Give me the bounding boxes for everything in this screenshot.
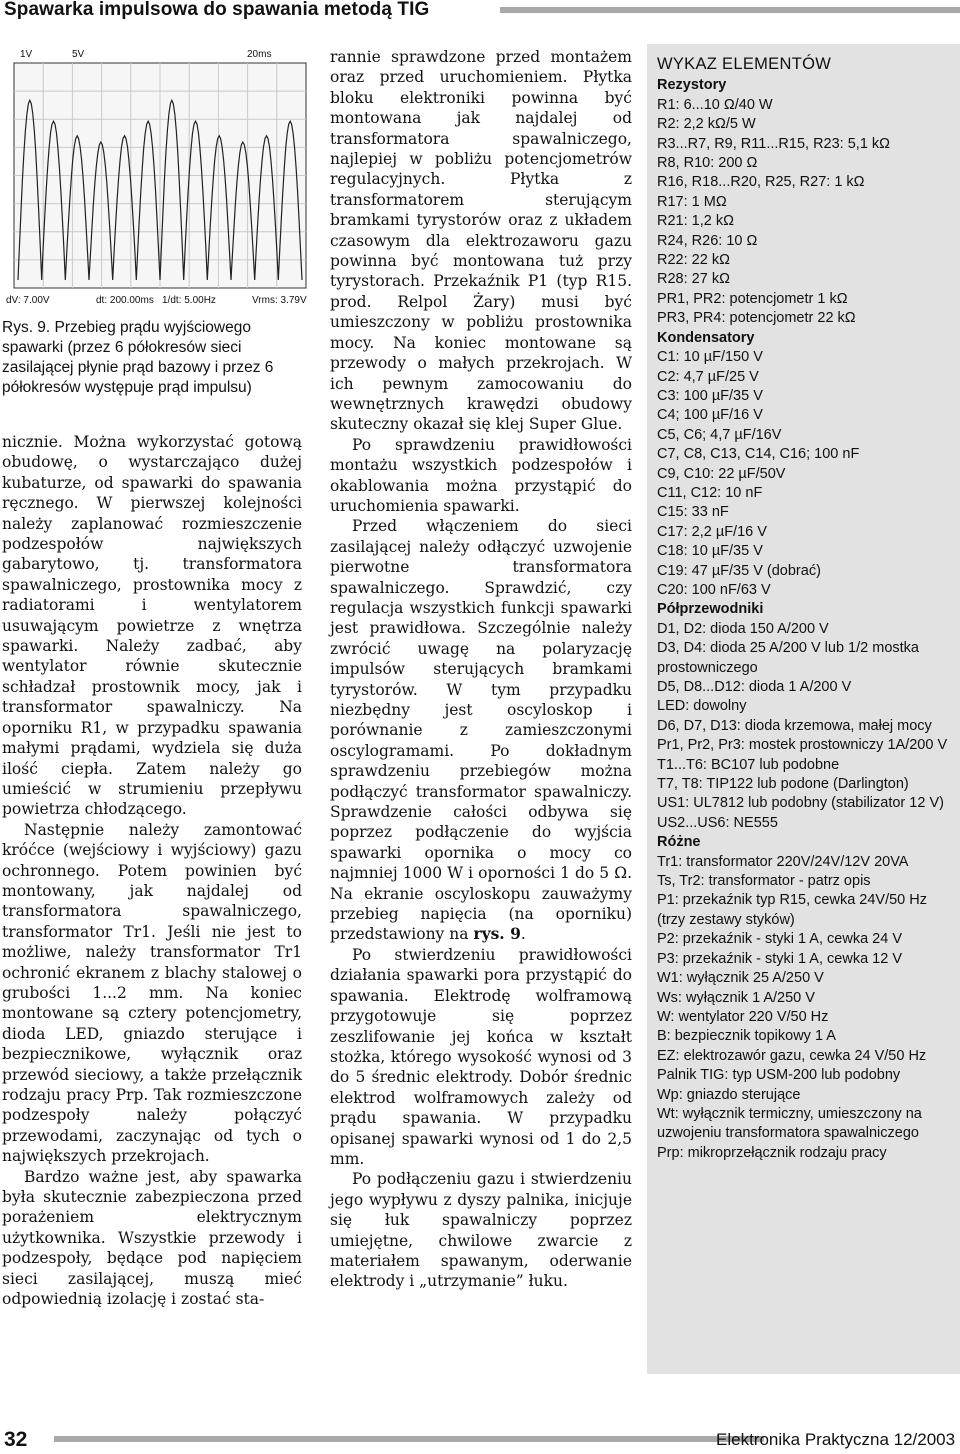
paragraph-text: Przed włączeniem do sieci zasilającej należy odłączyć uzwojenie pierwotne transformatora spawalniczego. Sprawdzić, czy regulacja wszystkich funkcji spawarki jest prawidłowa. Szczególnie należy zwrócić uwagę na polaryzację impulsów sterujących bramkami tyrystorów. W tym przypadku niezbędny jest oscyloskop i porównanie z zamieszczonymi oscylogramami. Po dokładnym sprawdzeniu przebiegów można podłączyć transformator spawalniczy. Sprawdzenie całości odbywa się poprzez podłączenie do wyjścia spawarki opornika o mocy co najmniej 1000 W i oporności 1 do 5 Ω. Na ekranie oscyloskopu zauważymy przebieg napięcia (na oporniku) przedstawiony na [330,517,632,944]
paragraph-end: . [520,925,526,944]
footer-rule [54,1436,764,1442]
parts-item: D5, D8...D12: dioda 1 A/200 V [657,679,852,695]
parts-item: C1: 10 µF/150 V [657,349,763,366]
parts-item: Prp: mikroprzełącznik rodzaju pracy [657,1144,887,1161]
parts-item: D1, D2: dioda 150 A/200 V [657,620,829,637]
paragraph: Po podłączeniu gazu i stwierdzeniu jego wypływu z dyszy palnika, inicjuje się łuk spawalniczy poprzez umiejętne, chwilowe zwarcie z materiałem spawanym, oderwanie elektrody i „utrzymanie” łuku. [330,1170,632,1291]
page-number: 32 [4,1428,28,1451]
parts-item: C3: 100 µF/35 V [657,387,763,404]
parts-item: C2: 4,7 µF/25 V [657,368,759,385]
text-column-middle [330,47,632,1292]
parts-section-heading: Półprzewodniki [657,601,764,618]
parts-list-title: WYKAZ ELEMENTÓW [657,55,832,73]
paragraph: Bardzo ważne jest, aby spawarka była skutecznie zabezpieczona przed porażeniem elektrycznym użytkownika. Wszystkie przewody i podzespoły, będące pod napięciem sieci zasilającej, muszą mieć odpowiednią izolację i zostać sta- [2,1167,302,1309]
parts-item: R1: 6...10 Ω/40 W [657,96,773,113]
parts-item: LED: dowolny [657,698,747,715]
scope-dv-readout: dV: 7.00V [6,295,50,306]
parts-list-sections [657,76,957,1163]
paragraph [330,516,632,945]
paragraph: Następnie należy zamontować króćce (wejściowy i wyjściowy) gazu ochronnego. Potem powinien być montowany, jak najdalej od transformatora spawalniczego, transformator Tr1. Jeśli nie jest to możliwe, należy transformator Tr1 ochronić ekranem z blachy stalowej o grubości 1...2 mm. Na koniec montowane są cztery potencjometry, dioda LED, gniazdo sterujące i bezpiecznikowe, wyłącznik oraz przewód sieciowy, a także przełącznik rodzaju pracy Prp. Tak rozmieszczone podzespoły należy połączyć przewodami, zaczynając od tych o największych przekrojach. [2,820,302,1166]
parts-item: C17: 2,2 µF/16 V [657,523,767,540]
parts-item: P3: przekaźnik - styki 1 A, cewka 12 V [657,950,902,967]
parts-item: B: bezpiecznik topikowy 1 A [657,1028,836,1045]
oscilloscope-figure [4,43,316,308]
parts-item: R8, R10: 200 Ω [657,155,758,172]
parts-list [657,55,957,1163]
text-column-left [2,432,302,1309]
parts-item: R21: 1,2 kΩ [657,213,734,230]
parts-item: Ws: wyłącznik 1 A/250 V [657,989,815,1006]
paragraph: Po sprawdzeniu prawidłowości montażu wszystkich podzespołów i okablowania można przystąpić do uruchomienia spawarki. [330,435,632,515]
parts-item: C15: 33 nF [657,504,729,521]
paragraph: Po stwierdzeniu prawidłowości działania spawarki pora przystąpić do spawania. Elektrodę wolframową przygotowuje się poprzez zeszlifowanie jej końca w kształt stożka, którego wysokość wynosi od 3 do 5 średnic elektrody. Dobór średnic elektrod wolframowych zależy od prądu spawania. W przypadku opisanej spawarki wynosi od 1 do 2,5 mm. [330,945,632,1168]
parts-item: W: wentylator 220 V/50 Hz [657,1008,829,1025]
parts-item: C4; 100 µF/16 V [657,407,763,424]
parts-item: Palnik TIG: typ USM-200 lub podobny [657,1067,901,1084]
parts-item: T1...T6: BC107 lub podobne [657,756,840,773]
magazine-issue: Elektronika Praktyczna 12/2003 [716,1430,956,1449]
parts-item: C19: 47 µF/35 V (dobrać) [657,562,821,579]
parts-item: C5, C6; 4,7 µF/16V [657,426,782,443]
parts-item: D6, D7, D13: dioda krzemowa, małej mocy [657,717,932,734]
figure-reference: rys. 9 [473,924,521,944]
parts-item: C9, C10: 22 µF/50V [657,465,786,482]
parts-item: EZ: elektrozawór gazu, cewka 24 V/50 Hz [657,1047,927,1064]
parts-item: Wp: gniazdo sterujące [657,1086,801,1103]
parts-item: Pr1, Pr2, Pr3: mostek prostowniczy 1A/200 V [657,737,948,754]
parts-item: P1: przekaźnik typ R15, cewka 24V/50 Hz (trzy zestawy styków) [657,892,927,928]
parts-item: C7, C8, C13, C14, C16; 100 nF [657,446,860,463]
parts-section-heading: Rezystory [657,77,727,94]
parts-item: R2: 2,2 kΩ/5 W [657,116,756,133]
parts-item: R24, R26: 10 Ω [657,232,758,249]
scope-freq-readout: 1/dt: 5.00Hz [162,295,216,306]
parts-item: R16, R18...R20, R25, R27: 1 kΩ [657,174,865,191]
parts-item: US1: UL7812 lub podobny (stabilizator 12 V) [657,795,944,812]
parts-item: R17: 1 MΩ [657,193,727,210]
parts-item: C18: 10 µF/35 V [657,543,763,560]
scope-dt-readout: dt: 200.00ms [96,295,154,306]
scope-ch1-scale: 1V [20,49,33,60]
parts-item: R28: 27 kΩ [657,271,730,288]
parts-section-heading: Różne [657,834,701,851]
parts-item: Tr1: transformator 220V/24V/12V 20VA [657,853,909,870]
parts-item: PR1, PR2: potencjometr 1 kΩ [657,290,848,307]
parts-item: C11, C12: 10 nF [657,484,763,501]
parts-item: US2...US6: NE555 [657,814,778,831]
paragraph: nicznie. Można wykorzystać gotową obudowę, o wystarczająco dużej kubaturze, od spawarki do spawania ręcznego. W pierwszej kolejności należy zaplanować rozmieszczenie podzespołów największych gabarytowo, tj. transformatora spawalniczego, prostownika mocy z radiatorami i wentylatorem usuwającym powietrze z wnętrza spawarki. Należy zadbać, aby wentylator równie skutecznie schładzał prostownik mocy, jak i transformator spawalniczy. Na oporniku R1, w przypadku spawania małymi prądami, wydziela się duża ilość ciepła. Zatem należy go umieścić w strumieniu przepływu powietrza chłodzącego. [2,433,302,819]
scope-time-scale: 20ms [247,49,272,60]
paragraph: rannie sprawdzone przed montażem oraz przed uruchomieniem. Płytka bloku elektroniki powinna być montowana jak najdalej od transformatora spawalniczego, najlepiej w pobliżu potencjometrów regulacyjnych. Płytka z transformatorem sterującym bramkami tyrystorów oraz z układem czasowym dla elektrozaworu gazu powinna być montowana tuż przy tyrystorach. Przekaźnik P1 (typ R15. prod. Relpol Żary) musi być umieszczony w pobliżu prostownika mocy. Na koniec montowane są przewody o małych przekrojach. W ich pewnym zamocowaniu do wewnętrznych krawędzi obudowy skuteczny okazał się klej Super Glue. [330,48,632,434]
parts-section-heading: Kondensatory [657,329,755,346]
parts-item: C20: 100 nF/63 V [657,581,771,598]
parts-item: P2: przekaźnik - styki 1 A, cewka 24 V [657,931,902,948]
parts-item: T7, T8: TIP122 lub podone (Darlington) [657,776,909,793]
parts-item: R22: 22 kΩ [657,252,730,269]
parts-item: W1: wyłącznik 25 A/250 V [657,970,824,987]
scope-vrms-readout: Vrms: 3.79V [252,295,307,306]
header-rule [500,7,960,13]
page-header-title: Spawarka impulsowa do spawania metodą TIG [4,0,430,20]
figure-caption: Rys. 9. Przebieg prądu wyjściowego spawarki (przez 6 półokresów sieci zasilającej płynie prąd bazowy i przez 6 półokresów występuje prąd impulsu) [2,319,274,396]
parts-item: D3, D4: dioda 25 A/200 V lub 1/2 mostka prostowniczego [657,640,919,676]
parts-item: PR3, PR4: potencjometr 22 kΩ [657,310,856,327]
scope-ch2-scale: 5V [72,49,85,60]
parts-item: Ts, Tr2: transformator - patrz opis [657,873,871,890]
parts-item: R3...R7, R9, R11...R15, R23: 5,1 kΩ [657,135,891,152]
parts-item: Wt: wyłącznik termiczny, umieszczony na uzwojeniu transformatora spawalniczego [657,1105,922,1142]
